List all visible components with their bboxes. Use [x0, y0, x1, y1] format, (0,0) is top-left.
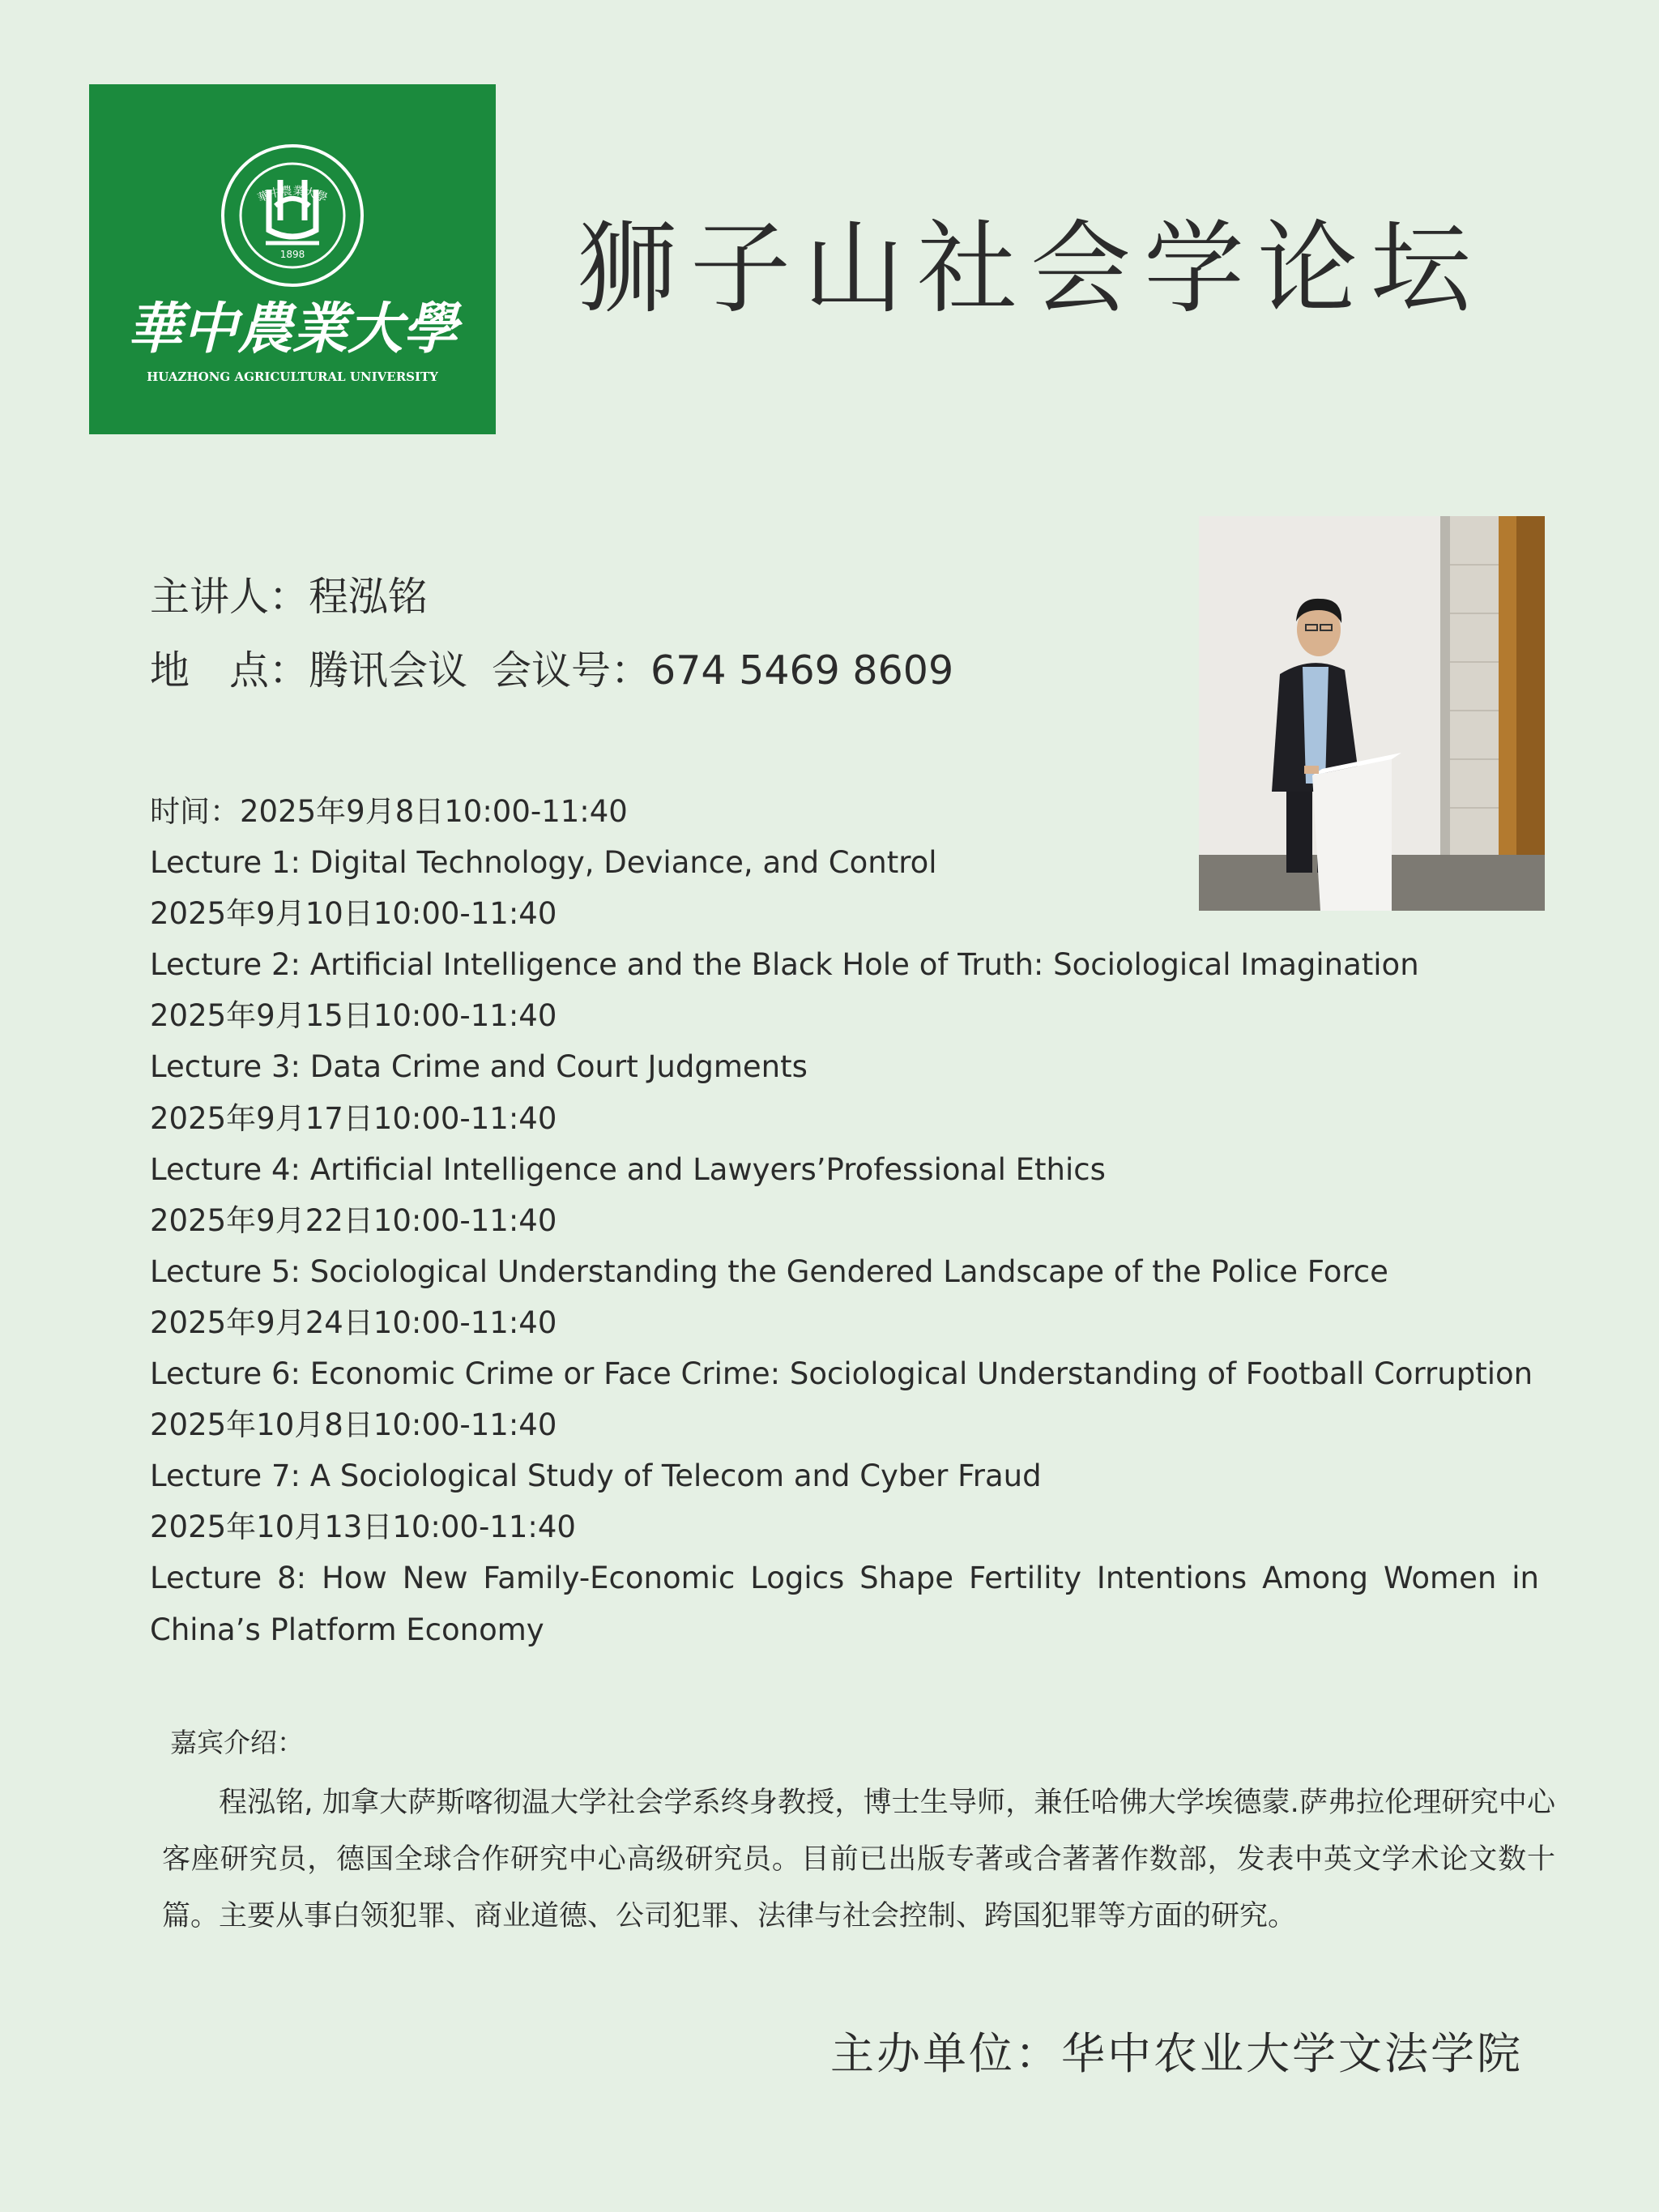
schedule-time: 2025年9月15日10:00-11:40 — [150, 998, 557, 1034]
university-seal-icon — [89, 84, 496, 434]
venue-value: 腾讯会议 — [309, 647, 468, 694]
seal-ring-chinese: 華中農業大學 — [255, 184, 330, 206]
schedule-lecture: Lecture 8: How New Family-Economic Logics Shape Fertility Intentions Among Women in China’s Platform Economy — [150, 1561, 1539, 1647]
venue-line — [150, 647, 954, 694]
logo-chinese-name: 華中農業大學 — [126, 297, 458, 361]
speaker-line — [150, 574, 429, 620]
schedule-time: 时间：2025年9月8日10:00-11:40 — [150, 794, 628, 829]
schedule-lecture: Lecture 5: Sociological Understanding the Gendered Landscape of the Police Force — [150, 1253, 1388, 1289]
schedule-lecture: Lecture 7: A Sociological Study of Telecom and Cyber Fraud — [150, 1458, 1042, 1494]
speaker-label: 主讲人： — [150, 574, 309, 620]
seal-year: 1898 — [279, 249, 305, 260]
meeting-number-label: 会议号： — [492, 647, 651, 694]
schedule-time: 2025年10月8日10:00-11:40 — [150, 1407, 557, 1443]
university-logo — [89, 84, 496, 434]
venue-label: 地 点： — [150, 647, 309, 694]
logo-english-name: HUAZHONG AGRICULTURAL UNIVERSITY — [147, 369, 438, 384]
schedule-time: 2025年10月13日10:00-11:40 — [150, 1510, 576, 1545]
schedule-lecture: Lecture 2: Artificial Intelligence and the Black Hole of Truth: Sociological Imagination — [150, 947, 1419, 983]
schedule-time: 2025年9月10日10:00-11:40 — [150, 896, 557, 932]
schedule-lecture: Lecture 1: Digital Technology, Deviance, and Control — [150, 845, 937, 881]
page-title: 狮子山社会学论坛 — [577, 211, 1485, 327]
schedule-time: 2025年9月24日10:00-11:40 — [150, 1305, 557, 1340]
organizer — [830, 2028, 1523, 2079]
schedule-lecture: Lecture 3: Data Crime and Court Judgments — [150, 1049, 808, 1085]
organizer-value: 华中农业大学文法学院 — [1061, 2028, 1523, 2079]
schedule-lecture: Lecture 6: Economic Crime or Face Crime: Sociological Understanding of Football Corruption — [150, 1356, 1533, 1392]
speaker-name: 程泓铭 — [309, 574, 429, 620]
schedule-time: 2025年9月22日10:00-11:40 — [150, 1202, 557, 1238]
schedule-time: 2025年9月17日10:00-11:40 — [150, 1100, 557, 1136]
lecture-schedule — [150, 786, 1539, 1655]
schedule-lecture: Lecture 4: Artificial Intelligence and Lawyers’Professional Ethics — [150, 1151, 1106, 1187]
meeting-number: 674 5469 8609 — [650, 647, 954, 694]
organizer-label: 主办单位： — [830, 2028, 1061, 2079]
guest-bio: 程泓铭, 加拿大萨斯喀彻温大学社会学系终身教授，博士生导师，兼任哈佛大学埃德蒙.萨弗拉伦理研究中心客座研究员，德国全球合作研究中心高级研究员。目前已出版专著或合著著作数部，发表中英文学术论文数十篇。主要从事白领犯罪、商业道德、公司犯罪、法律与社会控制、跨国犯罪等方面的研究。 — [162, 1787, 1555, 1932]
guest-heading: 嘉宾介绍： — [170, 1727, 304, 1758]
